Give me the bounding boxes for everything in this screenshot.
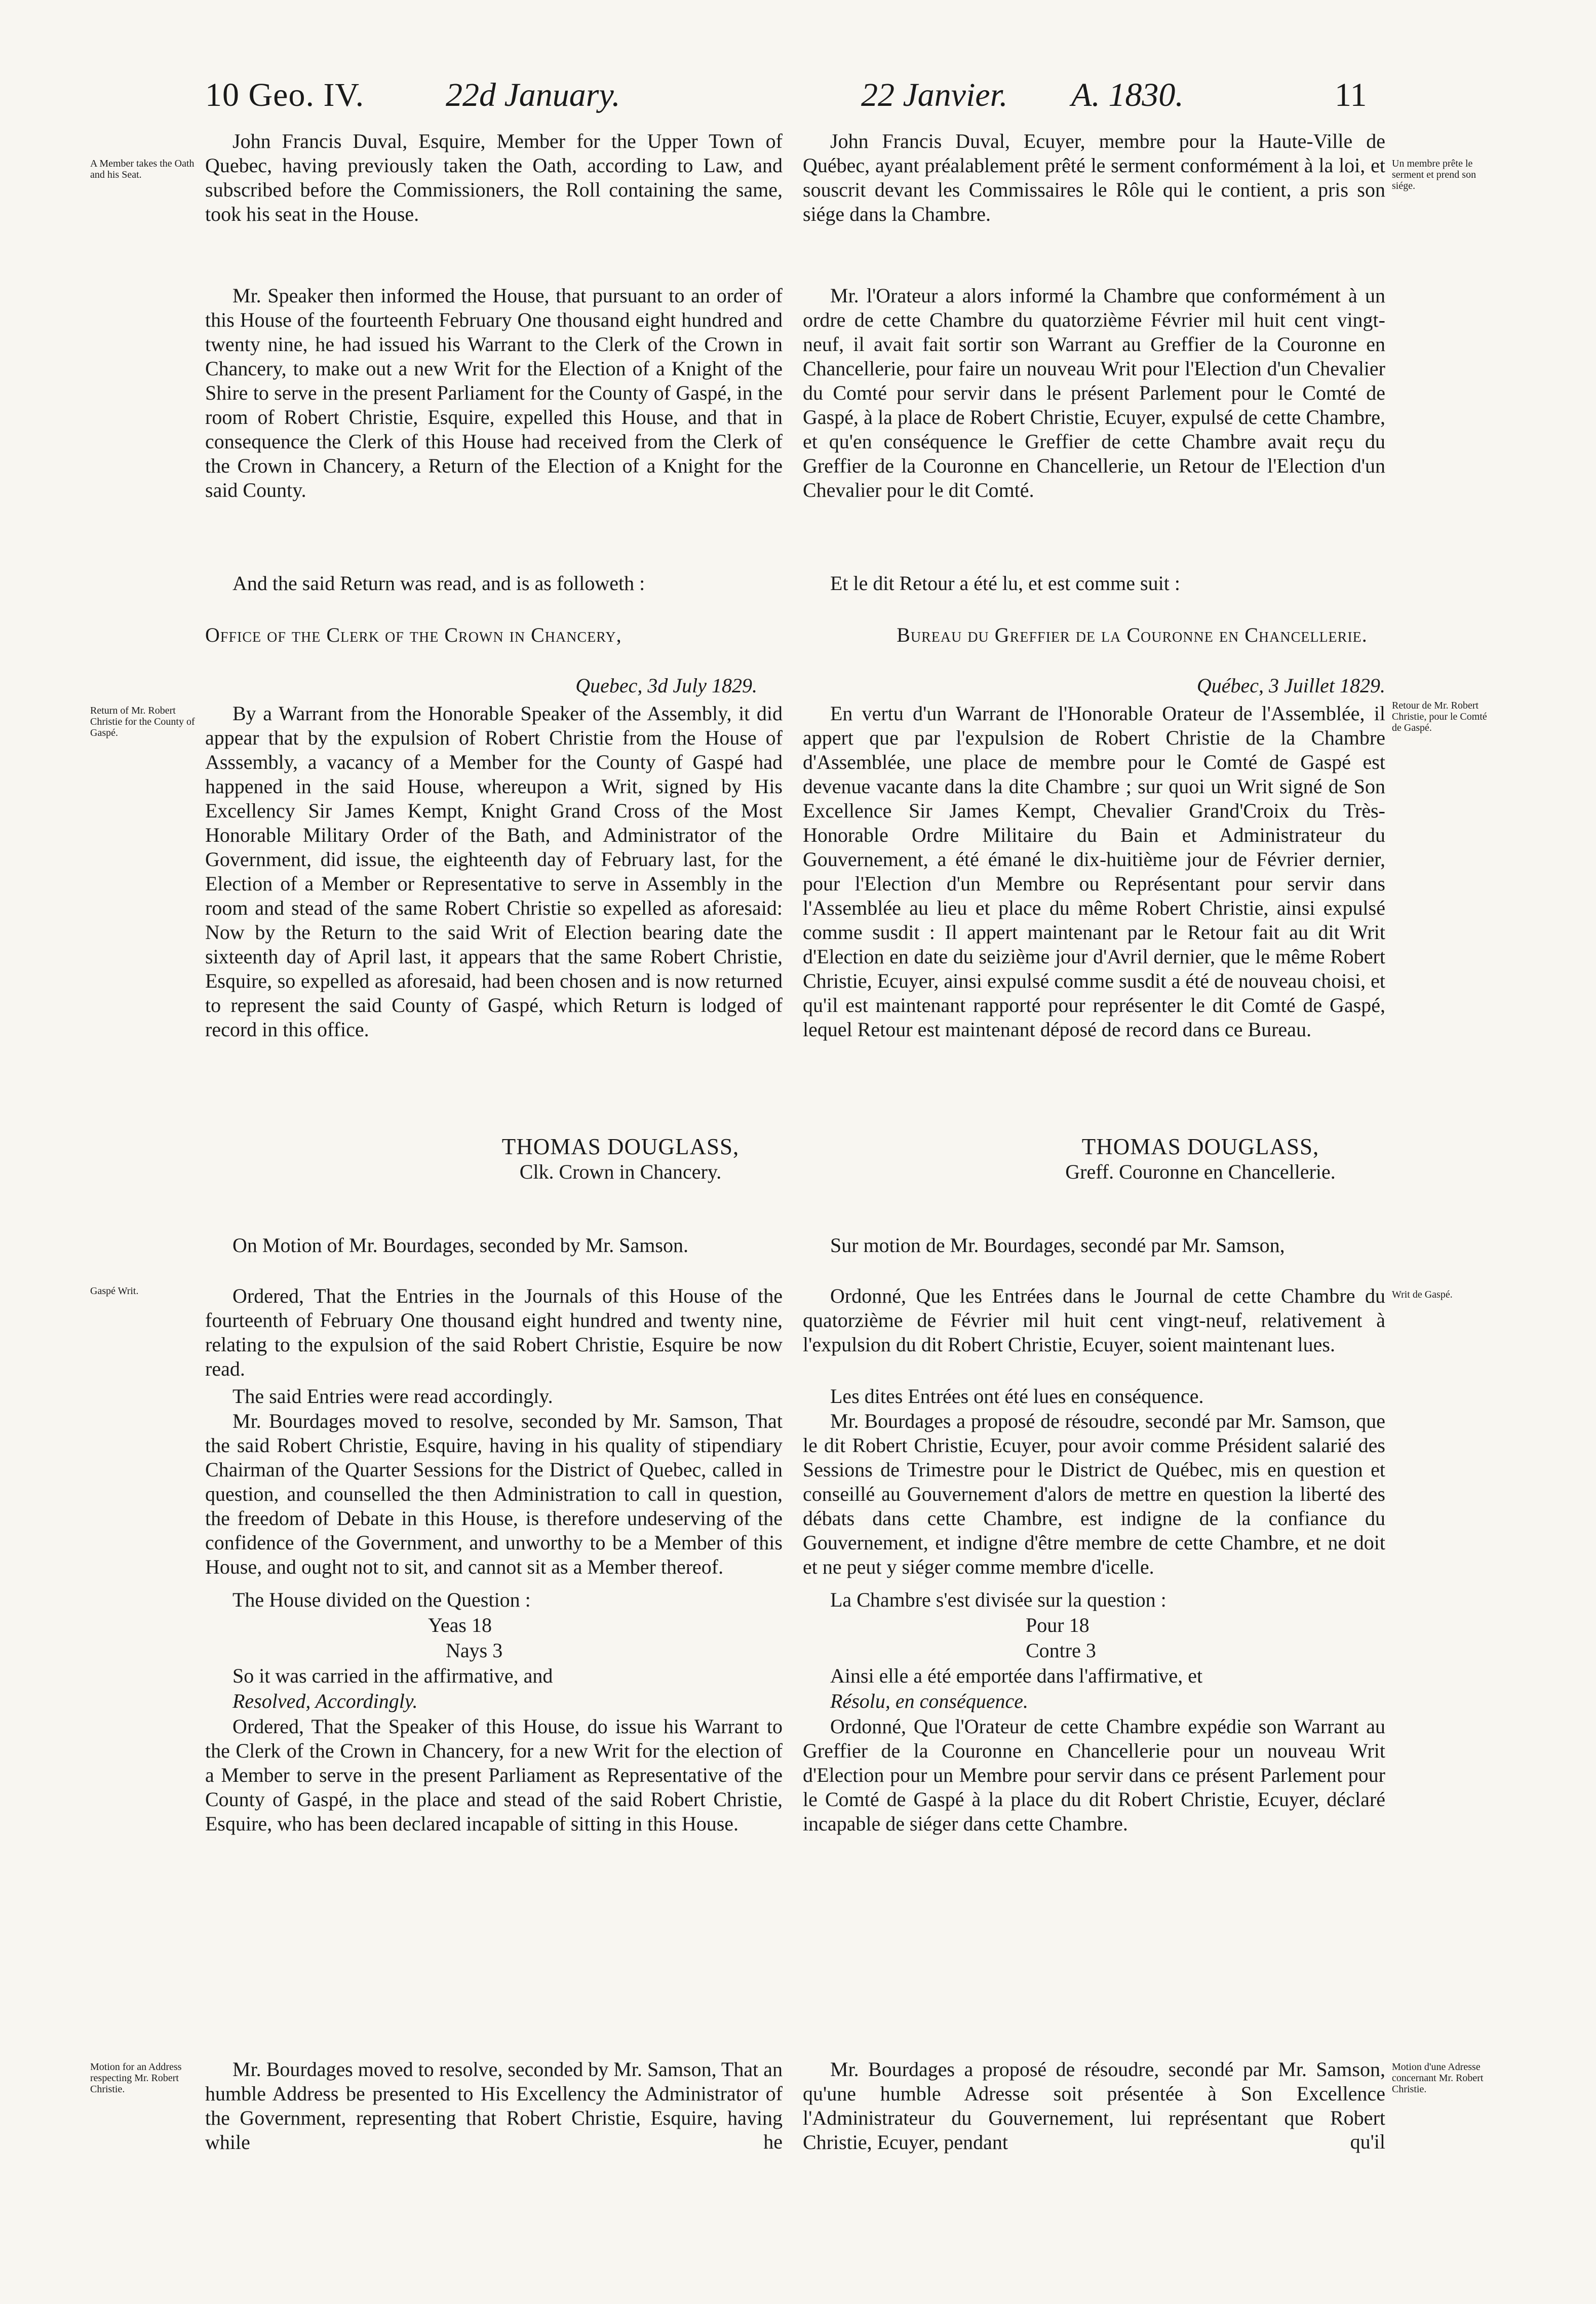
paragraph-ordered-writ: Ordered, That the Speaker of this House, do issue his Warrant to the Clerk of the Crown in Chancery, for a new Writ for the election of a Member to serve in the present Parliament as Representative of the County of Gaspé, in the place and stead of the said Robert Christie, Esquire, who has been declared incapable of sitting in this House. [205,1715,783,1835]
paragraph-return-read-french: Et le dit Retour a été lu, et est comme suit : [830,572,1180,595]
paragraph-division: The House divided on the Question : [232,1588,531,1611]
vote-contre: Contre 3 [1026,1639,1096,1662]
paragraph-motion-bourdages-french: Sur motion de Mr. Bourdages, secondé par Mr. Samson, [830,1234,1285,1257]
catchword-french: qu'il [1350,2130,1385,2153]
signature-name-french: THOMAS DOUGLASS, [1081,1134,1319,1159]
margin-note-motion-french: Motion d'une Adresse concernant Mr. Robert Christie. [1392,2061,1484,2095]
paragraph-division-french: La Chambre s'est divisée sur la question : [830,1588,1166,1611]
paragraph-motion-bourdages: On Motion of Mr. Bourdages, seconded by Mr. Samson. [232,1234,688,1257]
paragraph-ordered-entries-french: Ordonné, Que les Entrées dans le Journal de cette Chambre du quatorzième de Février mil huit cent vingt-neuf, relativement à l'expulsion du dit Robert Christie, Ecuyer, soient maintenant lues. [803,1284,1385,1356]
paragraph-warrant-french: En vertu d'un Warrant de l'Honorable Orateur de l'Assemblée, il appert que par l'expulsion de Robert Christie de la Chambre d'Assemblée, une place de membre pour le Comté de Gaspé est devenue vacante dans la dite Chambre ; sur quoi un Writ signé de Son Excellence Sir James Kempt, Chevalier Grand'Croix du Très-Honorable Ordre Militaire du Bain et Administrateur du Gouvernement, a été émané le dix-huitième jour de Février dernier, pour l'Election d'un Membre ou Représentant pour servir dans l'Assemblée au lieu et place du même Robert Christie, ainsi expulsé comme susdit : Il appert maintenant par le Retour fait au dit Writ d'Election en date du seizième jour d'Avril dernier, que le même Robert Christie, Ecuyer, ainsi expulsé comme susdit a été de nouveau choisi, et qu'il est maintenant rapporté pour représenter le dit Comté de Gaspé, lequel Retour est maintenant déposé de record dans ce Bureau. [803,702,1385,1041]
running-head-date-french: 22 Janvier. [861,76,1008,113]
paragraph-speaker-informs-french: Mr. l'Orateur a alors informé la Chambre que conformément à un ordre de cette Chambre du quatorzième Février mil huit cent vingt-neuf, il avait fait sortir son Warrant au Greffier de la Couronne en Chancellerie, pour faire un nouveau Writ pour l'Election d'un Chevalier du Comté pour servir dans le présent Parlement pour le Comté de Gaspé, à la place de Robert Christie, Ecuyer, expulsé de cette Chambre, et qu'en conséquence le Greffier de cette Chambre avait reçu du Greffier de la Couronne en Chancellerie, un Retour de l'Election d'un Chevalier pour le dit Comté. [803,284,1385,501]
margin-note-writ: Gaspé Writ. [90,1285,139,1297]
paragraph-ordered-entries: Ordered, That the Entries in the Journals of this House of the fourteenth of February One thousand eight hundred and twenty nine, relating to the expulsion of the said Robert Christie, Esquire be now read. [205,1284,783,1380]
paragraph-resolution: Mr. Bourdages moved to resolve, seconded by Mr. Samson, That the said Robert Christie, Esquire, having in his quality of stipendiary Chairman of the Quarter Sessions for the District of Quebec, called in question, and counselled the then Administration to call in question, the freedom of Debate in this House, is therefore undeserving of the confidence of the Government, and unworthy to be a Member of this House, and ought not to sit, and cannot sit as a Member thereof. [205,1410,783,1578]
margin-note-return-french: Retour de Mr. Robert Christie, pour le Comté de Gaspé. [1392,700,1487,733]
margin-note-return: Return of Mr. Robert Christie for the County of Gaspé. [90,705,195,738]
paragraph-carried: So it was carried in the affirmative, and [232,1664,553,1687]
paragraph-return-read: And the said Return was read, and is as followeth : [232,572,645,595]
paragraph-entries-read-french: Les dites Entrées ont été lues en conséquence. [830,1385,1204,1408]
vote-nays: Nays 3 [446,1639,503,1662]
running-head-year: A. 1830. [1071,76,1184,113]
running-head-session: 10 Geo. IV. [205,76,365,113]
paragraph-address-motion: Mr. Bourdages moved to resolve, seconded by Mr. Samson, That an humble Address be presented to His Excellency the Administrator of the Government, representing that Robert Christie, Esquire, having while [205,2058,783,2154]
dateline: Quebec, 3d July 1829. [575,674,757,697]
office-heading: Office of the Clerk of the Crown in Chancery, [205,623,622,646]
margin-note-member-seat-french: Un membre prête le serment et prend son siége. [1392,158,1476,191]
paragraph-member-oath-french: John Francis Duval, Ecuyer, membre pour la Haute-Ville de Québec, ayant préalablement prêté le serment conformément à la loi, et souscrit devant les Commissaires le Rôle qui le contient, a pris son siége dans la Chambre. [803,130,1385,225]
signature-name: THOMAS DOUGLASS, [501,1134,739,1159]
dateline-french: Québec, 3 Juillet 1829. [1196,674,1385,697]
signature-title: Clk. Crown in Chancery. [519,1160,722,1183]
office-heading-french: Bureau du Greffier de la Couronne en Chancellerie. [897,623,1368,646]
margin-note-motion: Motion for an Address respecting Mr. Robert Christie. [90,2061,182,2095]
paragraph-resolved: Resolved, Accordingly. [232,1690,418,1712]
paragraph-address-motion-french: Mr. Bourdages a proposé de résoudre, secondé par Mr. Samson, qu'une humble Adresse soit présentée à Son Excellence l'Administrateur du Gouvernement, lui représentant que Robert Christie, Ecuyer, pendant [803,2058,1385,2154]
paragraph-speaker-informs: Mr. Speaker then informed the House, that pursuant to an order of this House of the fourteenth February One thousand eight hundred and twenty nine, he had issued his Warrant to the Clerk of the Crown in Chancery, to make out a new Writ for the Election of a Knight of the Shire to serve in the present Parliament for the County of Gaspé, in the room of Robert Christie, Esquire, expelled this House, and that in consequence the Clerk of this House had received from the Clerk of the Crown in Chancery, a Return of the Election of a Knight for the said County. [205,284,783,501]
paragraph-ordered-writ-french: Ordonné, Que l'Orateur de cette Chambre expédie son Warrant au Greffier de la Couronne en Chancellerie pour un nouveau Writ d'Election pour un Membre pour servir dans ce présent Parlement pour le Comté de Gaspé à la place du dit Robert Christie, Ecuyer, déclaré incapable de siéger dans cette Chambre. [803,1715,1385,1835]
margin-note-member-seat: A Member takes the Oath and his Seat. [90,158,194,180]
page-number: 11 [1335,76,1367,113]
running-head-date-english: 22d January. [446,76,620,113]
paragraph-entries-read: The said Entries were read accordingly. [232,1385,553,1408]
paragraph-carried-french: Ainsi elle a été emportée dans l'affirmative, et [830,1664,1203,1687]
catchword: he [763,2130,783,2153]
signature-title-french: Greff. Couronne en Chancellerie. [1065,1160,1336,1183]
paragraph-warrant: By a Warrant from the Honorable Speaker of the Assembly, it did appear that by the expulsion of Robert Christie from the House of Asssembly, a vacancy of a Member for the County of Gaspé had happened in the said House, whereupon a Writ, signed by His Excellency Sir James Kempt, Knight Grand Cross of the Most Honorable Military Order of the Bath, and Administrator of the Government, did issue, the eighteenth day of February last, for the Election of a Member or Representative to serve in Assembly in the room and stead of the same Robert Christie so expelled as aforesaid: Now by the Return to the said Writ of Election bearing date the sixteenth day of April last, it appears that the same Robert Christie, Esquire, so expelled as aforesaid, had been chosen and is now returned to represent the said County of Gaspé, which Return is lodged of record in this office. [205,702,783,1041]
paragraph-resolved-french: Résolu, en conséquence. [830,1690,1028,1712]
paragraph-member-oath: John Francis Duval, Esquire, Member for the Upper Town of Quebec, having previously taken the Oath, according to Law, and subscribed before the Commissioners, the Roll containing the same, took his seat in the House. [205,130,783,225]
vote-yeas: Yeas 18 [428,1614,492,1636]
margin-note-writ-french: Writ de Gaspé. [1392,1289,1453,1300]
vote-pour: Pour 18 [1026,1614,1089,1636]
paragraph-resolution-french: Mr. Bourdages a proposé de résoudre, secondé par Mr. Samson, que le dit Robert Christie, Ecuyer, pour avoir comme Président salarié des Sessions de Trimestre pour le District de Québec, mis en question et conseillé au Gouvernement d'alors de mettre en question la liberté des débats dans cette Chambre, est indigne de la confiance du Gouvernement, et indigne d'être membre de cette Chambre, et ne doit et ne peut y siéger comme membre d'icelle. [803,1410,1385,1578]
